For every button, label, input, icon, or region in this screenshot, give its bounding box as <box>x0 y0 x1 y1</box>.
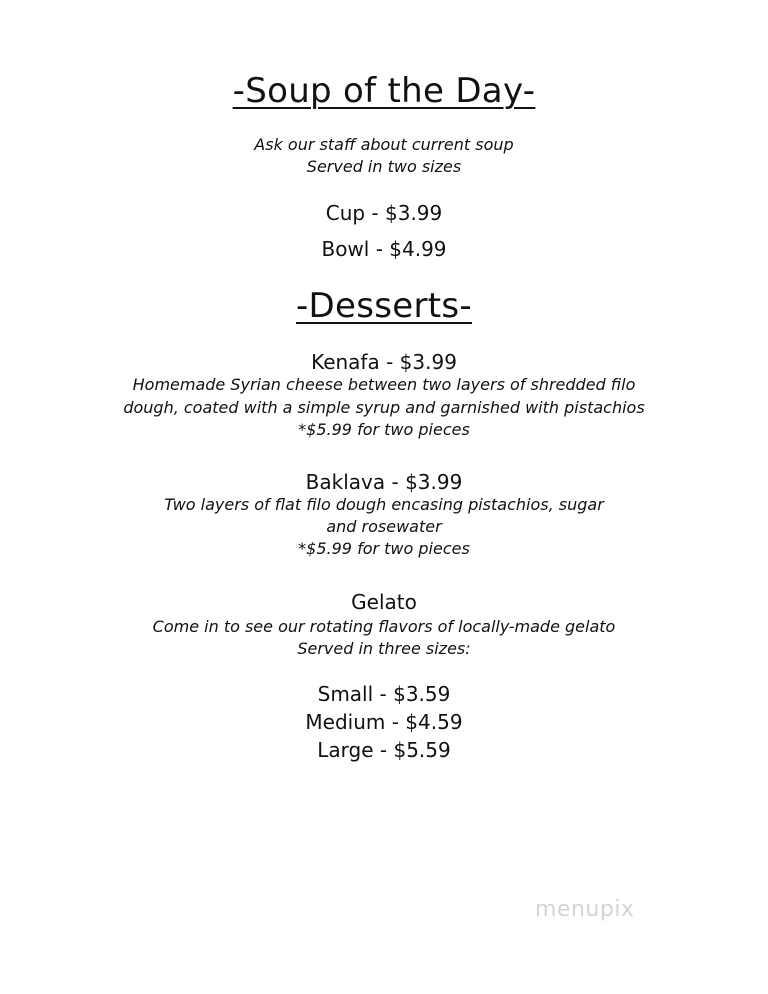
kenafa-name-price: Kenafa - $3.99 <box>311 350 457 374</box>
gelato-name: Gelato <box>351 590 417 614</box>
kenafa-two-piece-price: *$5.99 for two pieces <box>298 420 470 439</box>
baklava-description-line: and rosewater <box>326 517 442 536</box>
baklava-two-piece-price: *$5.99 for two pieces <box>298 539 470 558</box>
gelato-large-price: Large - $5.59 <box>317 738 451 762</box>
kenafa-description-line: Homemade Syrian cheese between two layers of shredded filo <box>132 375 636 394</box>
gelato-small-price: Small - $3.59 <box>317 682 451 706</box>
gelato-medium-price: Medium - $4.59 <box>305 710 463 734</box>
soup-heading: -Soup of the Day- <box>232 71 536 111</box>
baklava-description-line: Two layers of flat filo dough encasing pistachios, sugar <box>164 495 604 514</box>
kenafa-description-line: dough, coated with a simple syrup and garnished with pistachios <box>123 398 645 417</box>
desserts-heading: -Desserts- <box>295 286 472 326</box>
soup-sizes-note: Served in two sizes <box>306 157 462 176</box>
soup-cup-price: Cup - $3.99 <box>325 201 443 225</box>
menupix-watermark: menupix <box>535 897 635 922</box>
baklava-name-price: Baklava - $3.99 <box>305 470 463 494</box>
gelato-description-line: Come in to see our rotating flavors of locally-made gelato <box>152 617 616 636</box>
soup-description-line: Ask our staff about current soup <box>254 135 514 154</box>
gelato-sizes-note: Served in three sizes: <box>297 639 471 658</box>
soup-bowl-price: Bowl - $4.99 <box>321 237 447 261</box>
